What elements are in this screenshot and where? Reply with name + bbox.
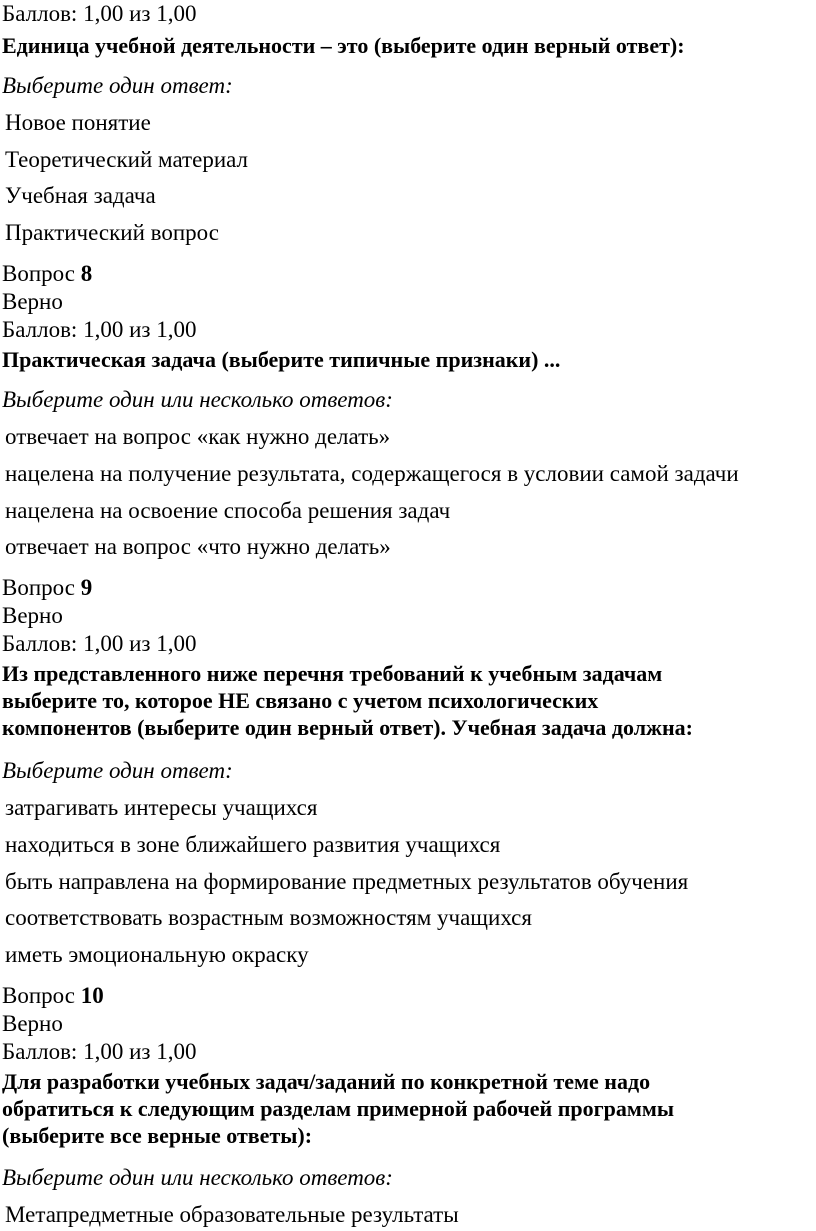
answer-option[interactable]: Учебная задача: [5, 183, 156, 208]
question-number: [2, 982, 104, 1010]
answer-option[interactable]: нацелена на освоение способа решения задач: [5, 498, 451, 523]
answer-option[interactable]: быть направлена на формирование предметных результатов обучения: [5, 869, 689, 894]
answer-option[interactable]: Метапредметные образовательные результаты: [5, 1202, 459, 1227]
question-score: Баллов: 1,00 из 1,00: [2, 317, 197, 342]
question-label: Вопрос: [2, 575, 75, 600]
answer-option[interactable]: находиться в зоне ближайшего развития учащихся: [5, 832, 501, 857]
answer-option[interactable]: соответствовать возрастным возможностям учащихся: [5, 905, 532, 930]
question-text-line: (выберите все верные ответы):: [2, 1123, 313, 1148]
question-number-value: 10: [80, 983, 104, 1008]
answer-option[interactable]: Новое понятие: [5, 110, 151, 135]
question-label: Вопрос: [2, 983, 75, 1008]
question-text-line: компонентов (выберите один верный ответ). Учебная задача должна:: [2, 715, 694, 740]
question-status: Верно: [2, 1011, 63, 1036]
question-number: [2, 260, 92, 288]
answer-option[interactable]: отвечает на вопрос «что нужно делать»: [5, 534, 391, 559]
answer-option[interactable]: отвечает на вопрос «как нужно делать»: [5, 424, 391, 449]
answer-option[interactable]: нацелена на получение результата, содержащегося в условии самой задачи: [5, 461, 739, 486]
question-score: Баллов: 1,00 из 1,00: [2, 631, 197, 656]
question-score: Баллов: 1,00 из 1,00: [2, 1039, 197, 1064]
answer-option[interactable]: затрагивать интересы учащихся: [5, 795, 318, 820]
answer-prompt: Выберите один или несколько ответов:: [2, 387, 393, 412]
answer-prompt: Выберите один ответ:: [2, 73, 233, 98]
question-text-line: Из представленного ниже перечня требований к учебным задачам: [2, 661, 663, 686]
question-text: Единица учебной деятельности – это (выберите один верный ответ):: [2, 33, 685, 58]
question-number: [2, 574, 92, 602]
answer-option[interactable]: Практический вопрос: [5, 220, 219, 245]
question-text-line: обратиться к следующим разделам примерной рабочей программы: [2, 1096, 675, 1121]
question-number-value: 8: [80, 261, 93, 286]
answer-prompt: Выберите один или несколько ответов:: [2, 1165, 393, 1190]
question-score: Баллов: 1,00 из 1,00: [2, 1, 197, 26]
question-text-line: выберите то, которое НЕ связано с учетом психологических: [2, 688, 599, 713]
question-number-value: 9: [80, 575, 93, 600]
question-text-line: Для разработки учебных задач/заданий по конкретной теме надо: [2, 1069, 651, 1094]
question-text: Практическая задача (выберите типичные признаки) ...: [2, 347, 561, 372]
question-label: Вопрос: [2, 261, 75, 286]
question-status: Верно: [2, 289, 63, 314]
question-status: Верно: [2, 603, 63, 628]
answer-option[interactable]: Теоретический материал: [5, 147, 249, 172]
answer-prompt: Выберите один ответ:: [2, 758, 233, 783]
answer-option[interactable]: иметь эмоциональную окраску: [5, 942, 309, 967]
